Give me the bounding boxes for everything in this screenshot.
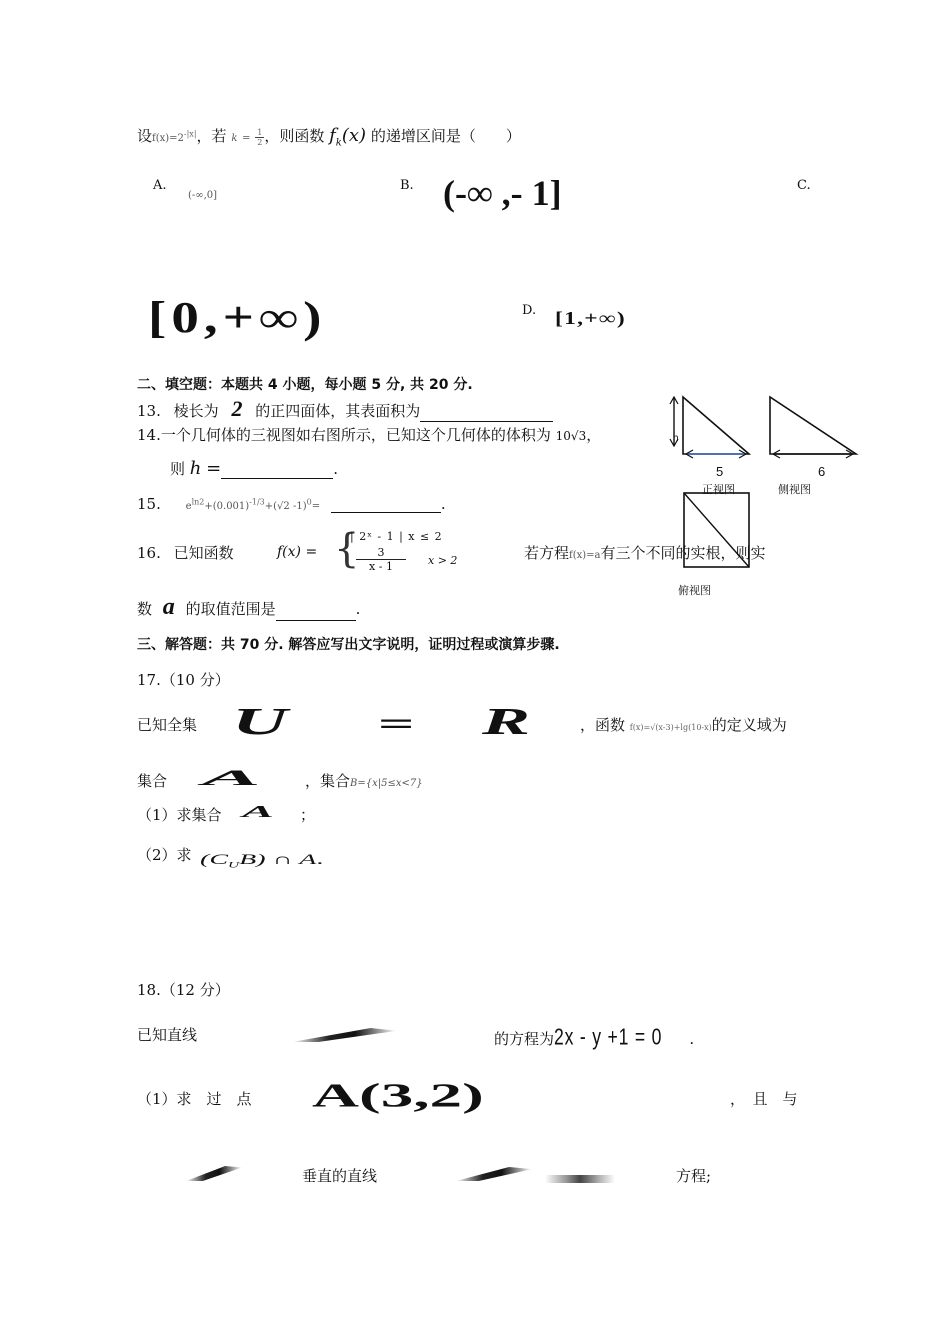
q16-text-1: 已知函数 [173, 544, 234, 562]
q16-a: a [162, 594, 175, 620]
q16-fx-eq: = [305, 544, 318, 560]
q15-mid2-sup: 0 [306, 497, 312, 507]
q12-stem [137, 125, 521, 149]
q17-part-1-end: ； [300, 806, 316, 824]
q12-option-c-text: [0,+∞) [148, 293, 327, 342]
q16-line2-post: 的取值范围是 [185, 600, 276, 618]
q12-option-d-label: D. [522, 303, 537, 318]
q12-fk-f: f [329, 125, 336, 146]
q12-fdef-exp: -|x| [183, 129, 197, 139]
q18-point-text: A(3,2) [312, 1077, 484, 1115]
q16-case-2-fraction [356, 546, 406, 573]
q12-option-b-value: (-∞ ,- 1] [443, 173, 562, 213]
q18-number: 18.（12 分） [137, 981, 230, 999]
q14-line2-prefix: 则 [170, 460, 186, 478]
q15-end: . [440, 495, 446, 513]
q15-e-sup: ln2 [191, 497, 205, 507]
q17-R-text: R [482, 700, 531, 743]
q17-part-2-c: (C [200, 851, 228, 868]
q17-B-def: B={x|5≤x<7} [350, 778, 423, 789]
q17-line2-prefix: 集合 [137, 772, 168, 790]
top-view-diagonal [684, 493, 749, 567]
q17-eq [378, 700, 415, 747]
q17-part-2-rest: B) ∩ A [239, 851, 317, 868]
q17-text-1: 已知全集 [137, 716, 198, 734]
q18-line-l-symbol-2 [186, 1166, 242, 1181]
q17-text-3: 的定义域为 [711, 716, 787, 734]
q12-k-den: 2 [257, 137, 263, 147]
q18-text-1: 已知直线 [137, 1026, 198, 1044]
q17-number: 17.（10 分） [137, 671, 230, 689]
q16-line-2 [137, 594, 360, 621]
side-view [770, 397, 856, 458]
q17-line2-mid: ，集合 [305, 772, 351, 790]
q15-number: 15. [137, 495, 161, 513]
q14-volume: 10√3 [555, 429, 587, 443]
q12-fdef-base: f(x)=2 [152, 133, 184, 144]
q16-fx-text: f(x) [277, 544, 302, 560]
q17-part-1-A [242, 796, 274, 828]
q14-end: . [333, 460, 339, 478]
top-view [684, 493, 749, 567]
section-3-heading: 三、解答题：共 70 分. 解答应写出文字说明，证明过程或演算步骤. [137, 637, 560, 653]
q12-fk-sub: k [335, 137, 342, 149]
q15-eq: = [311, 501, 321, 512]
q14-line-1 [137, 424, 601, 445]
q15-mid2: +(√2 -1) [264, 501, 307, 512]
q12-fk-arg: (x) [341, 125, 367, 146]
q13-text-1: 棱长为 [173, 402, 219, 420]
q17-function-def: f(x)=√(x-3)+lg(10-x) [629, 723, 712, 732]
q15-mid: +(0.001) [204, 501, 250, 512]
q12-fk [329, 125, 367, 149]
front-view-triangle [683, 397, 749, 454]
q12-option-a-value: (-∞,0] [188, 190, 218, 201]
q16-fx [277, 544, 317, 560]
q14-h: h [189, 458, 202, 479]
q12-option-c-label: C. [797, 178, 811, 193]
q17-line2-b [305, 770, 423, 791]
q17-part-1-label: （1）求集合 [137, 806, 222, 824]
q17-eq-text: = [378, 705, 415, 742]
q12-option-b-label: B. [400, 178, 414, 193]
q18-equation [554, 1024, 689, 1049]
q16-line-1 [137, 542, 234, 563]
q18-equation-end: . [689, 1030, 695, 1048]
q12-text-1: 设 [137, 127, 153, 145]
q14-text-2: ， [586, 426, 602, 444]
q16-text-2: 若方程 [524, 544, 570, 562]
q14-eq: = [206, 458, 222, 479]
q16-brace: { [334, 526, 360, 572]
figure-side-dimension: 6 [818, 464, 826, 479]
section-2-heading: 二、填空题：本题共 4 小题，每小题 5 分, 共 20 分. [137, 377, 473, 393]
q13 [137, 396, 553, 422]
q15-expression [185, 497, 321, 512]
q18-equation-text: 2x - y +1 = 0 [554, 1023, 663, 1050]
q15-answer-blank[interactable] [331, 496, 441, 513]
q16-case-2-cond: x > 2 [428, 554, 458, 567]
q12-option-a-label: A. [153, 178, 167, 193]
q13-number: 13. [137, 402, 161, 420]
q15-e: e [185, 501, 192, 512]
q18-line2-mid: 垂直的直线 [302, 1167, 378, 1185]
q18-part-1-mid: ， 且 与 [730, 1090, 798, 1108]
q15 [137, 495, 446, 513]
q17-part-2-expr [200, 848, 324, 873]
q16-case-2-den: x - 1 [356, 559, 406, 573]
q15-mid-sup: -1/3 [249, 497, 265, 507]
q16-line2-prefix: 数 [137, 600, 153, 618]
q12-k-num: 1 [257, 127, 263, 137]
q12-text-3: ，则函数 [264, 127, 325, 145]
q13-text-2: 的正四面体，其表面积为 [255, 402, 421, 420]
q12-k-eq: = [242, 133, 251, 144]
q17-U-text: U [232, 700, 288, 743]
q18-line-m-symbol [456, 1167, 532, 1181]
q17-A-text: A [202, 765, 261, 790]
q18-line-m-subscript [545, 1175, 615, 1183]
figure-top-view-label: 俯视图 [678, 585, 711, 597]
q16-answer-blank[interactable] [276, 604, 356, 621]
q17-part-2-end: . [316, 851, 324, 868]
front-view [670, 397, 749, 458]
q12-fdef [152, 129, 197, 144]
side-view-triangle [770, 397, 856, 454]
q18-point [312, 1072, 484, 1120]
q18-text-2: 的方程为 [494, 1030, 555, 1048]
figure-front-view-label: 正视图 [702, 484, 735, 496]
q16-case-2-num: 3 [377, 546, 385, 559]
q18-line-l-symbol [292, 1028, 397, 1042]
q18-line2-end: 方程; [676, 1167, 712, 1185]
q18-part-1-label: （1）求 过 点 [137, 1090, 252, 1108]
q17-A [202, 754, 261, 801]
q13-value: 2 [231, 396, 243, 421]
q14-number: 14. [137, 426, 161, 444]
q18-equation-line [494, 1024, 694, 1050]
q17-text-2-line [580, 714, 787, 735]
q16-number: 16. [137, 544, 161, 562]
q17-R [482, 694, 531, 749]
q17-part-1-A-text: A [242, 802, 274, 821]
q14-line-2 [170, 458, 338, 479]
q12-text-2: ，若 [196, 127, 227, 145]
q14-answer-blank[interactable] [221, 462, 333, 479]
q17-part-2-sub: U [228, 860, 240, 870]
q16-equation: f(x)=a [569, 550, 601, 561]
q17-part-2-label: （2）求 [137, 846, 192, 864]
figure-front-dimension: 5 [716, 464, 724, 479]
q16-text-3: 有三个不同的实根，则实 [600, 544, 766, 562]
q16-case-1: | 2ˣ - 1 | x ≤ 2 [350, 530, 443, 543]
figure-side-view-label: 侧视图 [778, 484, 811, 496]
figure-h-label: h [673, 433, 679, 444]
q12-option-d-value [555, 308, 626, 329]
q12-option-d-text: [1,+∞) [555, 308, 626, 328]
q13-answer-blank[interactable] [420, 405, 553, 422]
q12-k: k [231, 133, 238, 144]
q12-k-frac [255, 128, 264, 147]
q14-text-1: 一个几何体的三视图如右图所示，已知这个几何体的体积为 [160, 426, 551, 444]
q17-U [232, 694, 288, 749]
three-view-figure [660, 390, 870, 605]
q12-option-c-value [148, 292, 327, 343]
q17-text-2: ，函数 [580, 716, 626, 734]
q16-end: . [355, 600, 361, 618]
q12-text-4: 的递增区间是（ ） [370, 127, 521, 145]
